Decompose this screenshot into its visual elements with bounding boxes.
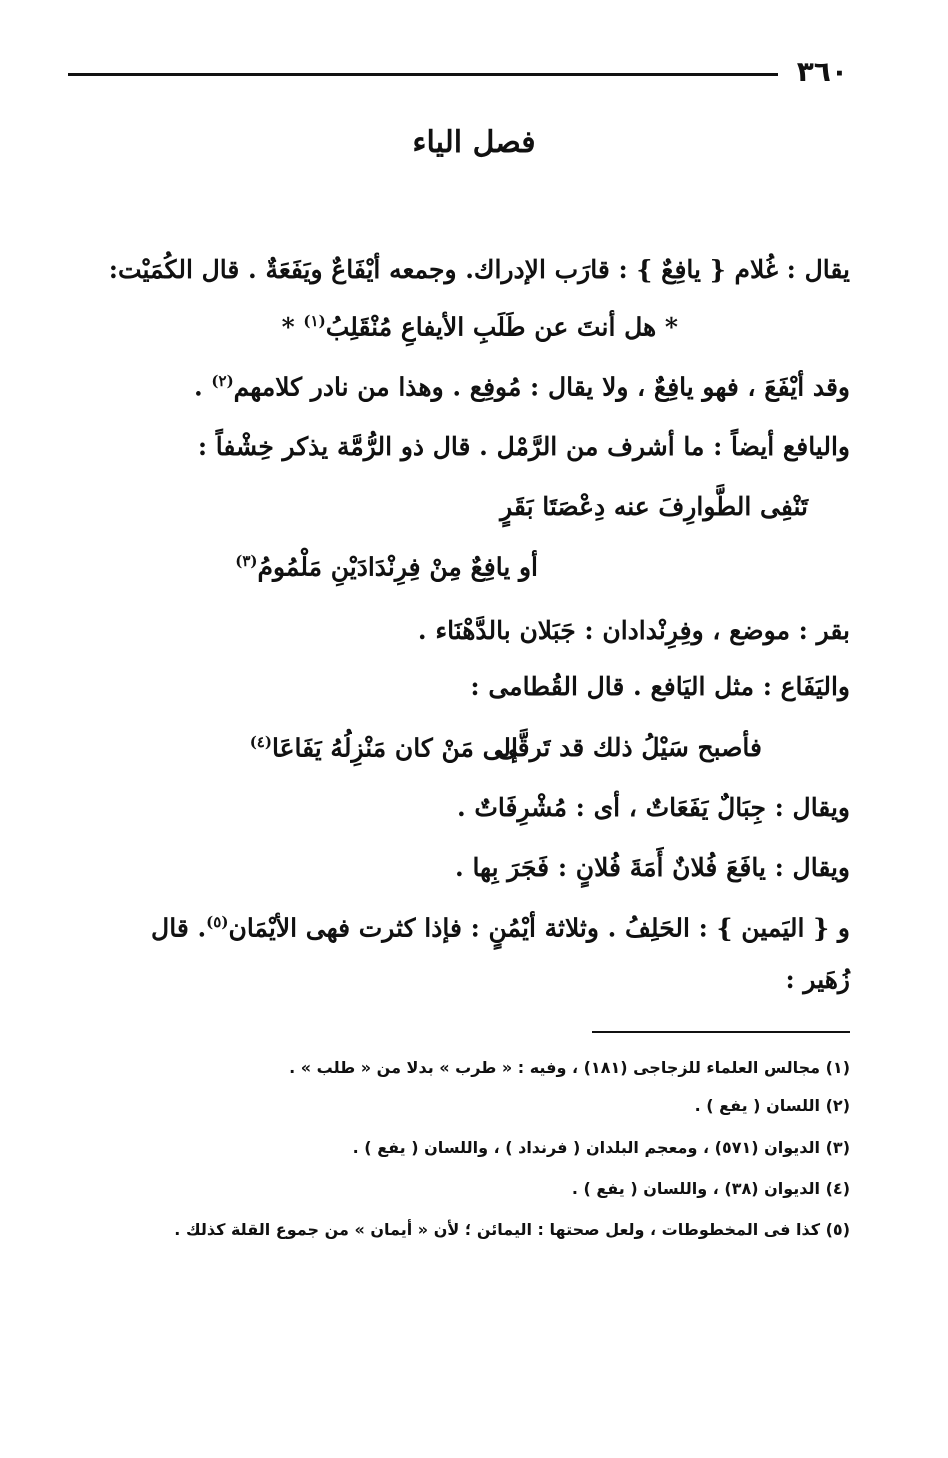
footnote-ref: (٢) (211, 372, 234, 390)
verse-text: تَنْفِى الطَّوارِفَ عنه دِعْصَتَا بَقَرٍ (500, 492, 808, 521)
body-text: . (193, 372, 203, 402)
body-text: و { اليَمين } : الحَلِفُ . وثلاثة أيْمُنٍ : فإذا كثرت فهى الأيْمَان (228, 913, 850, 943)
body-text: بقر : موضع ، وفِرِنْدادان : جَبَلان بالدَّهْنَاء . (417, 616, 850, 645)
footnote: (٤) الديوان (٣٨) ، واللسان ( يفع ) . (571, 1179, 850, 1198)
verse-hemistich (250, 733, 518, 762)
body-text: * (281, 312, 295, 342)
body-text: ويقال : جِبَالٌ يَفَعَاتٌ ، أى : مُشْرِفَاتٌ . (456, 793, 850, 822)
footnote: (٢) اللسان ( يفع ) . (694, 1096, 850, 1115)
page-number: ٣٦٠ (796, 55, 848, 88)
verse-line (282, 312, 678, 342)
body-text: ويقال : يافَعَ فُلانٌ أَمَةَ فُلانٍ : فَجَرَ بِها . (455, 853, 850, 882)
body-text: وقد أيْفَعَ ، فهو يافِعٌ ، ولا يقال : مُوفِع . وهذا من نادر كلامهم (233, 372, 850, 402)
footnote: (١) مجالس العلماء للزجاجى (١٨١) ، وفيه : « طرب » بدلا من « طلب » . (289, 1058, 850, 1077)
body-line (194, 372, 850, 402)
verse-line (235, 552, 538, 581)
body-line (457, 793, 850, 823)
footnote-ref: (٥) (206, 913, 229, 931)
body-line (418, 616, 850, 646)
verse-line (500, 492, 808, 521)
body-text: . قال (151, 913, 207, 943)
body-line (151, 913, 850, 943)
body-text: يقال : غُلام { يافِعٌ } : قارَب الإدراك. وجمعه أيْفَاعٌ ويَفَعَةٌ . قال الكُمَيْت: (108, 255, 850, 284)
footnote: (٥) كذا فى المخطوطات ، ولعل صحتها : اليمائن ؛ لأن « أيمان » من جموع القلة كذلك . (174, 1220, 850, 1239)
footnote: (٣) الديوان (٥٧١) ، ومعجم البلدان ( فرنداد ) ، واللسان ( يفع ) . (352, 1138, 850, 1157)
footnote-ref: (٣) (235, 552, 258, 570)
body-line (198, 432, 850, 462)
body-text: واليَفَاع : مثل اليَافع . قال القُطامى : (470, 672, 850, 701)
section-title: فصل الياء (412, 125, 536, 160)
body-line (470, 672, 850, 702)
footnote-ref: (٤) (249, 733, 272, 751)
body-line (109, 255, 850, 285)
body-text: * هل أنتَ عن طَلَبِ الأيفاعِ مُنْقَلِبُ (325, 312, 678, 342)
body-line (455, 853, 850, 883)
footnote-rule (592, 1031, 850, 1033)
verse-text: إلى مَنْ كان مَنْزِلُهُ يَفَاعَا (271, 733, 518, 763)
body-text: زُهَير : (785, 965, 850, 994)
verse-text: فأصبح سَيْلُ ذلك قد تَرقَّى (496, 733, 762, 762)
footnote-ref: (١) (303, 312, 326, 330)
header-rule (68, 73, 778, 76)
body-text: واليافع أيضاً : ما أشرف من الرَّمْل . قال ذو الرُّمَّة يذكر خِشْفاً : (197, 432, 850, 461)
verse-text: أو يافِعٌ مِنْ فِرِنْدَادَيْنِ مَلْمُومُ (257, 552, 538, 582)
body-line (785, 965, 850, 995)
verse-hemistich (497, 733, 762, 762)
